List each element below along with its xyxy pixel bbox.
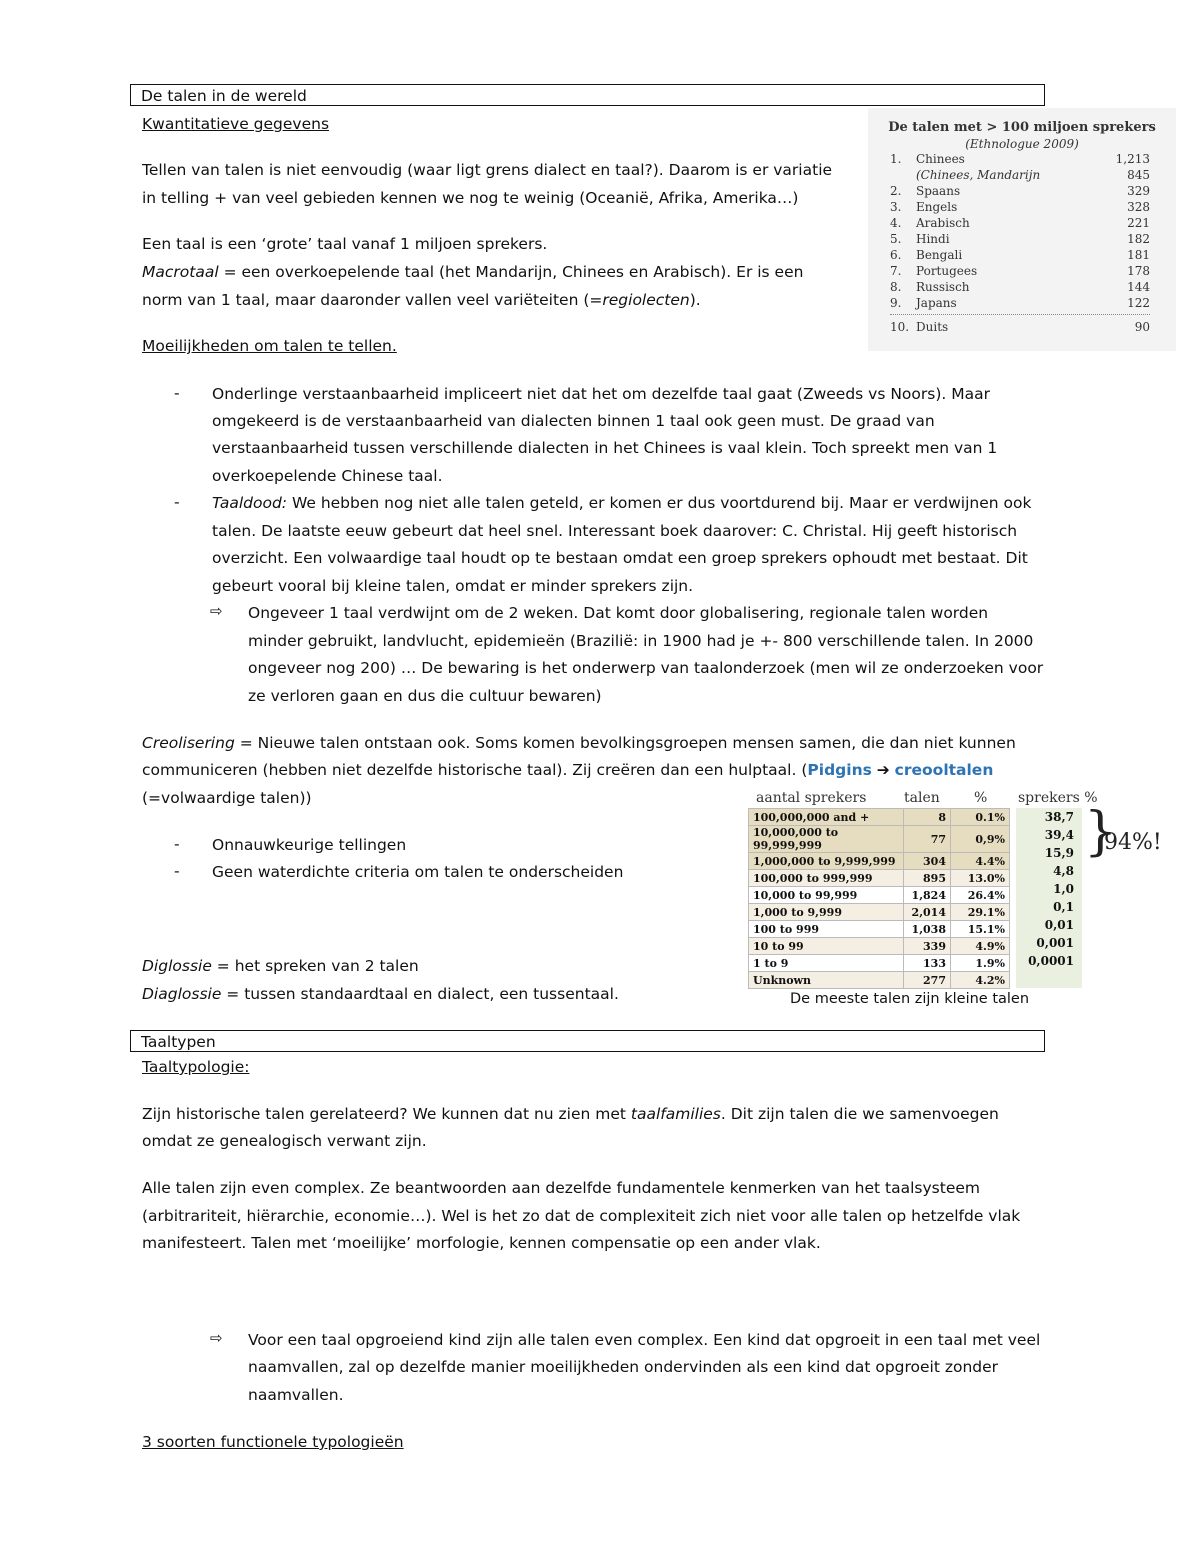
bullet-line: overkoepelende Chinese taal. [212,467,443,485]
table-row [749,809,1010,826]
term-creolisering: Creolisering [142,734,235,752]
table-row [749,938,1010,955]
bullet-line: talen. De laatste eeuw gebeurt dat heel snel. Interessant boek daarover: C. Christal. Hij geeft historisch [212,522,1018,540]
col-header: % [974,790,988,806]
speaker-distribution-table [748,786,1188,991]
bullet-line: Onnauwkeurige tellingen [212,836,407,854]
table-cell: 26.4% [951,887,1010,904]
language-name: Chinees [916,152,965,166]
table-cell: 133 [904,955,951,972]
language-row [890,168,1150,184]
table-cell: 1,000 to 9,999 [749,904,904,921]
table-cell: 1 to 9 [749,955,904,972]
paragraph-line: Een taal is een ‘grote’ taal vanaf 1 miljoen sprekers. [142,235,548,253]
table-cell: 4.4% [951,853,1010,870]
speaker-count: 144 [1127,280,1150,294]
speaker-count: 90 [1134,320,1150,334]
bullet-line: Geen waterdichte criteria om talen te onderscheiden [212,863,624,881]
table-subtitle: (Ethnologue 2009) [965,137,1079,151]
subheading-moeilijkheden: Moeilijkheden om talen te tellen. [142,337,397,355]
table-row [749,921,1010,938]
table-row [749,904,1010,921]
dash-bullet: - [174,862,180,880]
speaker-count: 122 [1127,296,1150,310]
paragraph-line: manifesteert. Talen met ‘moeilijke’ morfologie, kennen compensatie op een ander vlak. [142,1234,821,1252]
table-row [749,853,1010,870]
text-span: Zijn historische talen gerelateerd? We kunnen dat nu zien met [142,1105,631,1123]
table-cell: 29.1% [951,904,1010,921]
table-cell: 339 [904,938,951,955]
rank: 7. [890,264,902,278]
term-diaglossie: Diaglossie [142,985,222,1003]
term-creooltalen: creooltalen [894,761,994,779]
table-cell: 0.1% [951,809,1010,826]
brace-icon: } [1084,802,1118,862]
speaker-count: 181 [1127,248,1150,262]
subheading-typologieen: 3 soorten functionele typologieën [142,1433,404,1451]
table-cell: 10 to 99 [749,938,904,955]
bullet-line: Onderlinge verstaanbaarheid impliceert niet dat het om dezelfde taal gaat (Zweeds vs Noors). Maar [212,385,990,403]
table-row [749,955,1010,972]
rank: 4. [890,216,902,230]
language-row [890,184,1150,200]
paragraph-line [142,733,1016,753]
dash-bullet: - [174,384,180,402]
rank: 2. [890,184,902,198]
speakers-pct-value: 38,7 [1044,810,1074,824]
table-cell: 10,000,000 to 99,999,999 [749,826,904,853]
dash-bullet: - [174,835,180,853]
table-cell: 277 [904,972,951,989]
table-title: De talen met > 100 miljoen sprekers [888,120,1156,135]
speaker-count: 329 [1127,184,1150,198]
section-header-taaltypen: Taaltypen [130,1030,1045,1052]
rank: 3. [890,200,902,214]
term-diglossie: Diglossie [142,957,212,975]
paragraph-line: (=volwaardige talen)) [142,789,312,807]
speakers-pct-value: 0,0001 [1028,954,1074,968]
table-cell: 2,014 [904,904,951,921]
table-cell: 100 to 999 [749,921,904,938]
table-cell: 100,000,000 and + [749,809,904,826]
language-name: Bengali [916,248,963,262]
paragraph-line: omdat ze genealogisch verwant zijn. [142,1132,427,1150]
text-span: communiceren (hebben niet dezelfde historische taal). Zij creëren dan een hulptaal. ( [142,761,808,779]
text-span: = het spreken van 2 talen [211,957,419,975]
term-macrotaal: Macrotaal [142,263,219,281]
table-cell: 1,000,000 to 9,999,999 [749,853,904,870]
rank: 6. [890,248,902,262]
arrow-line: minder gebruikt, landvlucht, epidemieën (Brazilië: in 1900 had je +- 800 verschillende talen. In 2000 [248,632,1034,650]
language-name: Spaans [916,184,961,198]
language-row [890,280,1150,296]
table-cell: 304 [904,853,951,870]
arrow-glyph: ➔ [871,761,895,779]
language-name: Russisch [916,280,970,294]
language-name: Engels [916,200,958,214]
table-row [749,826,1010,853]
text-span: We hebben nog niet alle talen geteld, er komen er dus voortdurend bij. Maar er verdwijnen ook [287,494,1032,512]
section-header-talen: De talen in de wereld [130,84,1045,106]
col-header: aantal sprekers [756,790,867,806]
rank: 9. [890,296,902,310]
subheading-kwantitatief: Kwantitatieve gegevens [142,115,330,133]
bullet-line: overzicht. Een volwaardige taal houdt op te bestaan omdat een groep sprekers ophoudt met bestaat. Dit [212,549,1028,567]
language-name: Portugees [916,264,978,278]
rank: 5. [890,232,902,246]
arrow-line: naamvallen. [248,1386,344,1404]
language-row [890,248,1150,264]
text-span: . Dit zijn talen die we samenvoegen [720,1105,999,1123]
table-cell: 15.1% [951,921,1010,938]
bullet-line [212,493,1031,513]
table-cell: 4.2% [951,972,1010,989]
table-caption: De meeste talen zijn kleine talen [790,991,1030,1007]
language-row [890,264,1150,280]
bullet-line: gebeurt vooral bij kleine talen, omdat er minder sprekers zijn. [212,577,694,595]
paragraph-line [142,262,803,282]
speaker-count: 845 [1127,168,1150,182]
hollow-right-arrow-icon: ⇨ [210,1329,223,1347]
speakers-pct-value: 4,8 [1053,864,1074,878]
speaker-count: 1,213 [1115,152,1150,166]
paragraph-line [142,290,701,310]
term-regiolecten: regiolecten [602,291,690,309]
language-name: Duits [916,320,949,334]
paragraph-line [142,956,419,976]
table-cell: 8 [904,809,951,826]
col-header: sprekers % [1018,790,1098,806]
table-cell: 1,038 [904,921,951,938]
speakers-pct-value: 0,01 [1044,918,1074,932]
rank: 8. [890,280,902,294]
arrow-line: Voor een taal opgroeiend kind zijn alle talen even complex. Een kind dat opgroeit in een taal met veel [248,1331,1041,1349]
table-row [749,887,1010,904]
paragraph-line [142,1104,999,1124]
table-cell: 895 [904,870,951,887]
paragraph-line [142,760,993,780]
table-cell: 4.9% [951,938,1010,955]
subheading-taaltypologie: Taaltypologie: [142,1058,250,1076]
table-row [749,870,1010,887]
arrow-line: Ongeveer 1 taal verdwijnt om de 2 weken. Dat komt door globalisering, regionale talen worden [248,604,989,622]
dash-bullet: - [174,493,180,511]
paragraph-line: Tellen van talen is niet eenvoudig (waar ligt grens dialect en taal?). Daarom is er variatie [142,161,833,179]
text-span: = Nieuwe talen ontstaan ook. Soms komen bevolkingsgroepen mensen samen, die dan niet kunnen [234,734,1016,752]
term-taaldood: Taaldood: [212,494,288,512]
speaker-count: 182 [1127,232,1150,246]
text-span: = tussen standaardtaal en dialect, een tussentaal. [221,985,619,1003]
speakers-pct-value: 1,0 [1053,882,1074,896]
paragraph-line: (arbitrariteit, hiërarchie, economie…). Wel is het zo dat de complexiteit zich niet voor alle talen op hetzelfde vlak [142,1207,1021,1225]
speakers-pct-value: 0,001 [1036,936,1074,950]
arrow-line: naamvallen, zal op dezelfde manier moeilijkheden ondervinden als een kind dat opgroeit zonder [248,1358,999,1376]
table-cell: 100,000 to 999,999 [749,870,904,887]
speaker-count: 178 [1127,264,1150,278]
paragraph-line: Alle talen zijn even complex. Ze beantwoorden aan dezelfde fundamentele kenmerken van het taalsysteem [142,1179,980,1197]
language-row [890,232,1150,248]
hollow-right-arrow-icon: ⇨ [210,602,223,620]
rank: 1. [890,152,902,166]
language-name: (Chinees, Mandarijn [916,168,1041,182]
table-cell: 1,824 [904,887,951,904]
top-languages-table [868,108,1176,351]
speakers-pct-value: 0,1 [1053,900,1074,914]
speaker-count: 328 [1127,200,1150,214]
language-row [890,216,1150,232]
paragraph-line [142,984,619,1004]
speaker-table-grid [748,808,1010,989]
table-cell: Unknown [749,972,904,989]
table-cell: 1.9% [951,955,1010,972]
language-row [890,296,1150,312]
speakers-pct-value: 39,4 [1044,828,1074,842]
speaker-count: 221 [1127,216,1150,230]
language-row [890,320,1150,336]
language-row [890,152,1150,168]
bullet-line: verstaanbaarheid tussen verschillende dialecten in het Chinees is vaal klein. Toch spreekt men van 1 [212,439,998,457]
language-name: Hindi [916,232,950,246]
language-name: Japans [916,296,957,310]
table-cell: 13.0% [951,870,1010,887]
brace-label: 94%! [1104,830,1162,855]
arrow-line: ze verloren gaan en dus die cultuur bewaren) [248,687,602,705]
term-taalfamilies: taalfamilies [630,1105,721,1123]
paragraph-line: in telling + van veel gebieden kennen we nog te weinig (Oceanië, Afrika, Amerika…) [142,189,799,207]
table-cell: 77 [904,826,951,853]
text-span: norm van 1 taal, maar daaronder vallen veel variëteiten (= [142,291,603,309]
table-row [749,972,1010,989]
rank: 10. [890,320,910,334]
language-row [890,200,1150,216]
arrow-line: ongeveer nog 200) … De bewaring is het onderwerp van taalonderzoek (men wil ze onderzoeken voor [248,659,1044,677]
col-header: talen [904,790,940,806]
table-cell: 0,9% [951,826,1010,853]
bullet-line: omgekeerd is de verstaanbaarheid van dialecten binnen 1 taal ook geen must. De graad van [212,412,935,430]
term-pidgins: Pidgins [807,761,872,779]
text-span: ). [689,291,701,309]
separator [890,314,1150,315]
text-span: = een overkoepelende taal (het Mandarijn, Chinees en Arabisch). Er is een [218,263,804,281]
speakers-pct-value: 15,9 [1044,846,1074,860]
language-name: Arabisch [916,216,970,230]
table-cell: 10,000 to 99,999 [749,887,904,904]
